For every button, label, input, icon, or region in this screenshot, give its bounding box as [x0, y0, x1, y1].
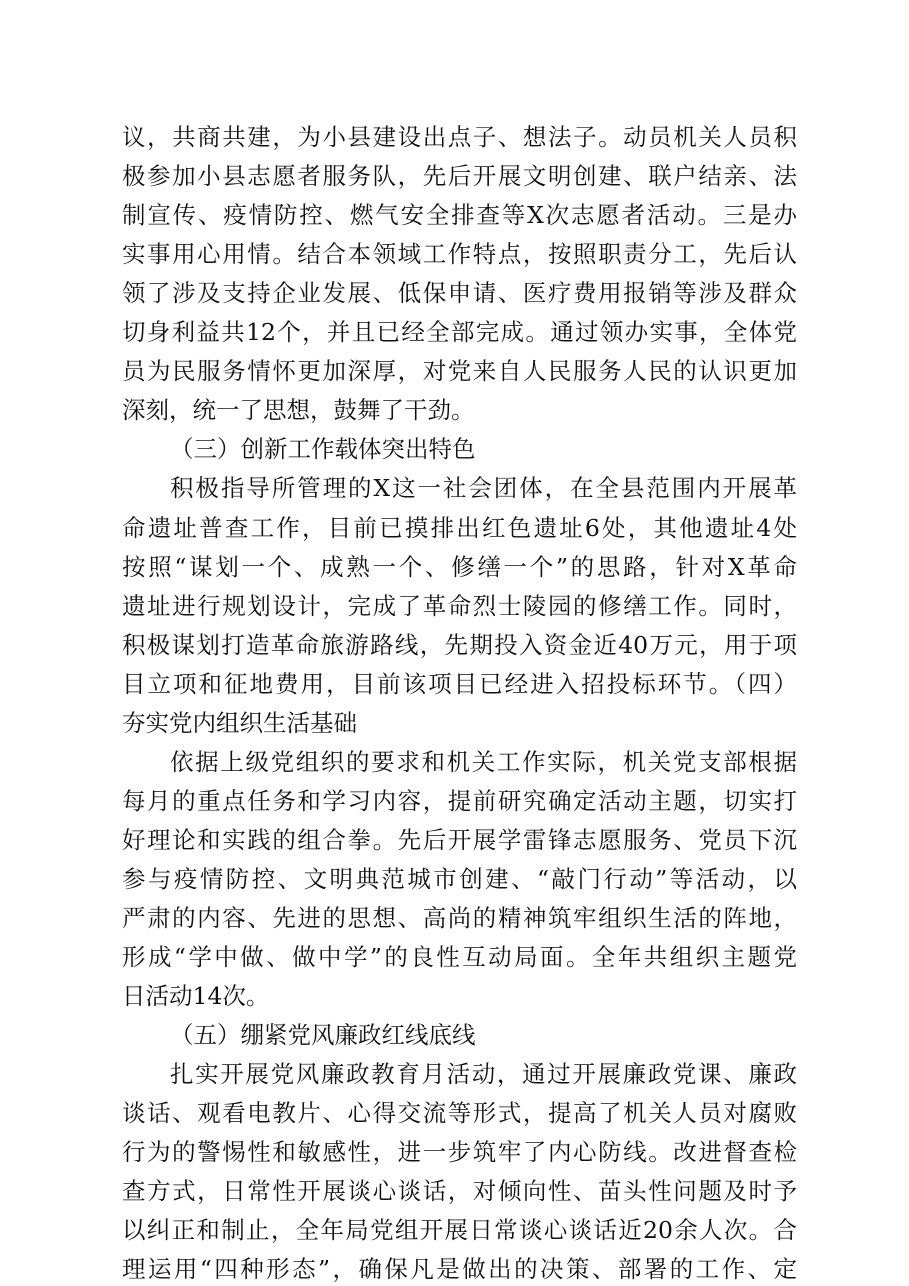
paragraph-line: 积极指导所管理的X这一社会团体，在全县范围内开展革 — [170, 474, 797, 503]
paragraph-line: 领了涉及支持企业发展、低保申请、医疗费用报销等涉及群众 — [122, 279, 797, 308]
paragraph-line: 以纠正和制止，全年局党组开展日常谈心谈话近20余人次。合 — [122, 1216, 797, 1245]
paragraph-line: 查方式，日常性开展谈心谈话，对倾向性、苗头性问题及时予 — [122, 1177, 797, 1206]
section-heading: （五）绷紧党风廉政红线底线 — [170, 1021, 476, 1050]
paragraph-line: 依据上级党组织的要求和机关工作实际，机关党支部根据 — [170, 747, 797, 776]
paragraph-line: 好理论和实践的组合拳。先后开展学雷锋志愿服务、党员下沉 — [122, 825, 797, 854]
paragraph-line: 理运用“四种形态”，确保凡是做出的决策、部署的工作、定 — [122, 1255, 797, 1284]
section-heading: 夯实党内组织生活基础 — [122, 708, 357, 737]
paragraph-line: 制宣传、疫情防控、燃气安全排查等X次志愿者活动。三是办 — [122, 201, 797, 230]
paragraph-line: 日活动14次。 — [122, 982, 270, 1011]
paragraph-line: 每月的重点任务和学习内容，提前研究确定活动主题，切实打 — [122, 786, 797, 815]
paragraph-line: 行为的警惕性和敏感性，进一步筑牢了内心防线。改进督查检 — [122, 1138, 797, 1167]
paragraph-line: 谈话、观看电教片、心得交流等形式，提高了机关人员对腐败 — [122, 1099, 797, 1128]
section-heading: （三）创新工作载体突出特色 — [170, 435, 476, 464]
paragraph-line: 深刻，统一了思想，鼓舞了干劲。 — [122, 396, 475, 425]
paragraph-line: 遗址进行规划设计，完成了革命烈士陵园的修缮工作。同时， — [122, 591, 797, 620]
paragraph-line: 形成“学中做、做中学”的良性互动局面。全年共组织主题党 — [122, 943, 797, 972]
paragraph-line: 极参加小县志愿者服务队，先后开展文明创建、联户结亲、法 — [122, 162, 797, 191]
paragraph-line: 命遗址普查工作，目前已摸排出红色遗址6处，其他遗址4处 — [122, 513, 797, 542]
paragraph-line: 切身利益共12个，并且已经全部完成。通过领办实事，全体党 — [122, 318, 797, 347]
paragraph-line: 目立项和征地费用，目前该项目已经进入招投标环节。（四） — [122, 669, 797, 698]
paragraph-line: 积极谋划打造革命旅游路线，先期投入资金近40万元，用于项 — [122, 630, 797, 659]
paragraph-line: 实事用心用情。结合本领域工作特点，按照职责分工，先后认 — [122, 240, 797, 269]
paragraph-line: 议，共商共建，为小县建设出点子、想法子。动员机关人员积 — [122, 123, 797, 151]
paragraph-line: 参与疫情防控、文明典范城市创建、“敲门行动”等活动，以 — [122, 864, 797, 893]
paragraph-line: 严肃的内容、先进的思想、高尚的精神筑牢组织生活的阵地， — [122, 904, 797, 932]
paragraph-line: 按照“谋划一个、成熟一个、修缮一个”的思路，针对X革命 — [122, 552, 797, 581]
paragraph-line: 扎实开展党风廉政教育月活动，通过开展廉政党课、廉政 — [170, 1060, 797, 1089]
paragraph-line: 员为民服务情怀更加深厚，对党来自人民服务人民的认识更加 — [122, 357, 797, 386]
